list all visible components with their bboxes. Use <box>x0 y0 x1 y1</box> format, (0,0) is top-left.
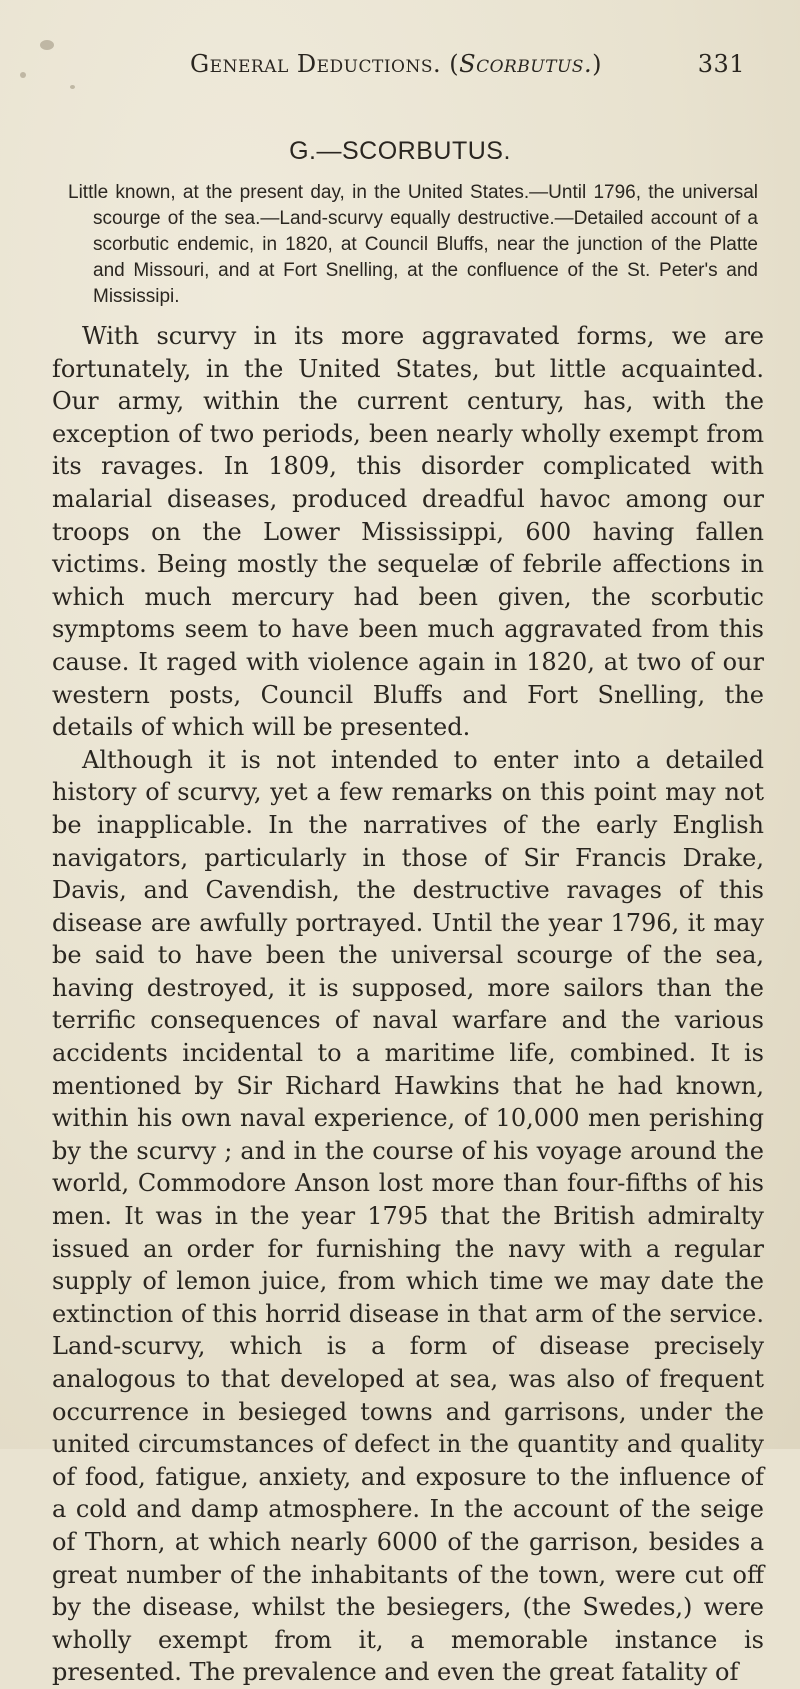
running-title-italic: Scorbutus. <box>459 50 593 78</box>
paper-stain <box>20 72 26 78</box>
paper-stain <box>70 85 75 89</box>
paragraph: Although it is not intended to enter into a detailed history of scurvy, yet a few remarks on this point may not be inapplicable. In the narratives of the early English navigators, particularly in those of Sir Francis Drake, Davis, and Cavendish, the destructive ravages of this disease are awfully portrayed. Until the year 1796, it may be said to have been the universal scourge of the sea, having destroyed, it is supposed, more sailors than the terrific consequences of naval warfare and the various accidents incidental to a maritime life, combined. It is mentioned by Sir Richard Hawkins that he had known, within his own naval experience, of 10,000 men perishing by the scurvy ; and in the course of his voyage around the world, Commodore Anson lost more than four-fifths of his men. It was in the year 1795 that the British admiralty issued an order for furnishing the navy with a regular supply of lemon juice, from which time we may date the extinction of this horrid disease in that arm of the service. Land-scurvy, which is a form of disease precisely analogous to that developed at sea, was also of frequent occurrence in besieged towns and garrisons, under the united circumstances of defect in the quantity and quality of food, fatigue, anxiety, and exposure to the influence of a cold and damp atmosphere. In the account of the seige of Thorn, at which nearly 6000 of the garrison, besides a great number of the inhabitants of the town, were cut off by the disease, whilst the besiegers, (the Swedes,) were wholly exempt from it, a memorable instance is presented. The prevalence and even the great fatality of <box>52 745 764 1687</box>
page-number: 331 <box>697 50 745 78</box>
section-title: G.—SCORBUTUS. <box>289 137 511 165</box>
running-title-text: General Deductions. <box>190 50 442 78</box>
section-summary: Little known, at the present day, in the United States.—Until 1796, the universal scourge of the sea.—Land-scurvy equally destructive.—Detailed account of a scorbutic endemic, in 1820, at Council Bluffs, near the junction of the Platte and Missouri, and at Fort Snelling, at the confluence of the St. Peter's and Mississipi. <box>68 182 758 307</box>
running-title: General Deductions. (Scorbutus.) <box>190 50 602 78</box>
paragraph: With scurvy in its more aggravated forms, we are fortunately, in the United States, but little acquainted. Our army, within the current century, has, with the exception of two periods, been nearly wholly exempt from its ravages. In 1809, this disorder complicated with malarial diseases, produced dreadful havoc among our troops on the Lower Mississippi, 600 having fallen victims. Being mostly the sequelæ of febrile affections in which much mercury had been given, the scorbutic symptoms seem to have been much aggravated from this cause. It raged with violence again in 1820, at two of our western posts, Council Bluffs and Fort Snelling, the details of which will be presented. <box>52 322 764 742</box>
running-header <box>190 50 745 78</box>
body-text <box>52 320 764 1689</box>
paper-stain <box>40 40 54 50</box>
